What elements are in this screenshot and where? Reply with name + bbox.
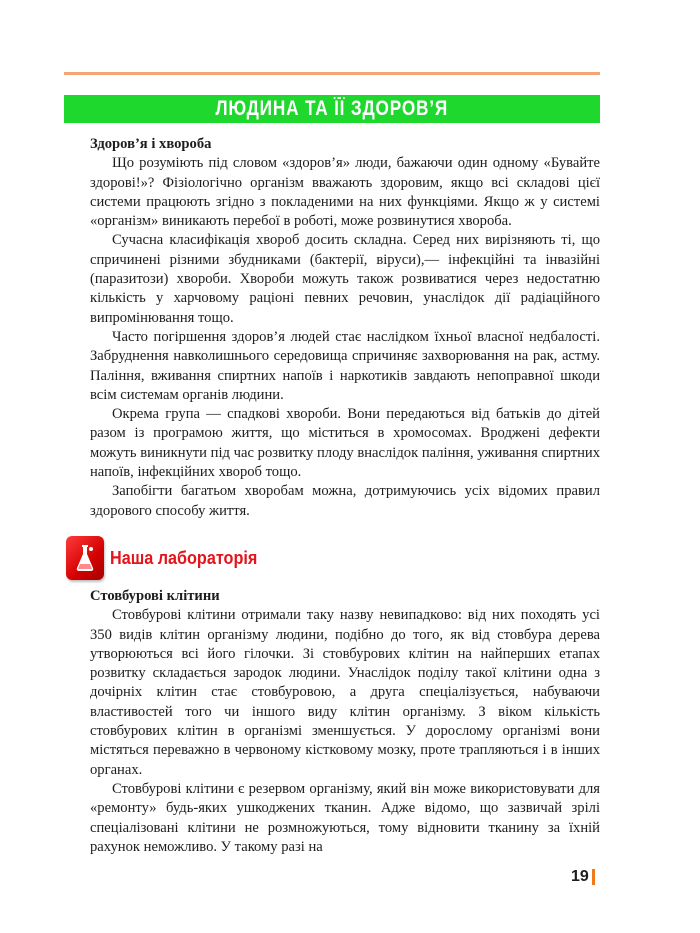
paragraph: Стовбурові клітини отримали таку назву невипадково: від них походять усі 350 видів клітин організму людини, подібно до того, як від стовбура дерева утворюються всі його гілочки. Зі стовбурових клітин на найперших етапах розвитку складається зародок людини. Унаслідок поділу такої клітини одна з дочірніх клітин стає стовбуровою, а друга спеціалізується, набуваючи властивостей того чи іншого виду клітин організму. З віком кількість стовбурових клітин в організмі зменшується. У дорослому організмі вони містяться переважно в червоному кістковому мозку, проте трапляються і в інших органах. — [90, 607, 600, 778]
lab-header — [66, 536, 274, 580]
paragraph: Запобігти багатьом хворобам можна, дотримуючись усіх відомих правил здорового способу життя. — [90, 483, 600, 519]
chapter-banner — [64, 95, 600, 123]
lab-title: Наша лабораторія — [110, 547, 258, 568]
page-number-bar — [592, 869, 595, 885]
flask-icon — [66, 536, 104, 580]
paragraph: Сучасна класифікація хвороб досить складна. Серед них вирізняють ті, що спричинені різними збудниками (бактерії, віруси),— інфекційні та інвазійні (паразитози) хвороби. Хвороби можуть також розвиватися через недостатню кількість у харчовому раціоні певних речовин, унаслідок дії радіаційного випромінювання тощо. — [90, 232, 600, 326]
paragraph: Що розуміють під словом «здоров’я» люди, бажаючи один одному «Бувайте здорові!»? Фізіологічно організм вважають здоровим, якщо всі складові цієї системи працюють згідно з покладеними на них функціями. Якщо ж у системі «організм» виникають перебої в роботі, може розвинутися хвороба. — [90, 155, 600, 230]
page-number-text: 19 — [571, 868, 589, 885]
paragraph: Часто погіршення здоров’я людей стає наслідком їхньої власної недбалості. Забруднення навколишнього середовища спричиняє захворювання на рак, астму. Паління, вживання спиртних напоїв і наркотиків завдають непоправної шкоди всім системам органів людини. — [90, 328, 600, 403]
chapter-title: ЛЮДИНА ТА ЇЇ ЗДОРОВ’Я — [215, 97, 449, 120]
section-stem-cells — [90, 587, 600, 857]
section-heading: Стовбурові клітини — [90, 588, 220, 604]
paragraph: Окрема група — спадкові хвороби. Вони передаються від батьків до дітей разом із програмою життя, що міститься в хромосомах. Вроджені дефекти можуть виникнути під час розвитку плоду внаслідок паління, уживання спиртних напоїв, інфекційних хвороб тощо. — [90, 406, 600, 481]
section-health-and-disease — [90, 135, 600, 521]
page-number — [571, 868, 595, 886]
section-heading: Здоров’я і хвороба — [90, 136, 212, 152]
top-divider — [64, 72, 600, 75]
paragraph: Стовбурові клітини є резервом організму, який він може використовувати для «ремонту» будь-яких ушкоджених тканин. Адже відомо, що зазвичай зрілі спеціалізовані клітини не розмножуються, тому відновити тканину за їхній рахунок неможливо. У такому разі на — [90, 780, 600, 855]
